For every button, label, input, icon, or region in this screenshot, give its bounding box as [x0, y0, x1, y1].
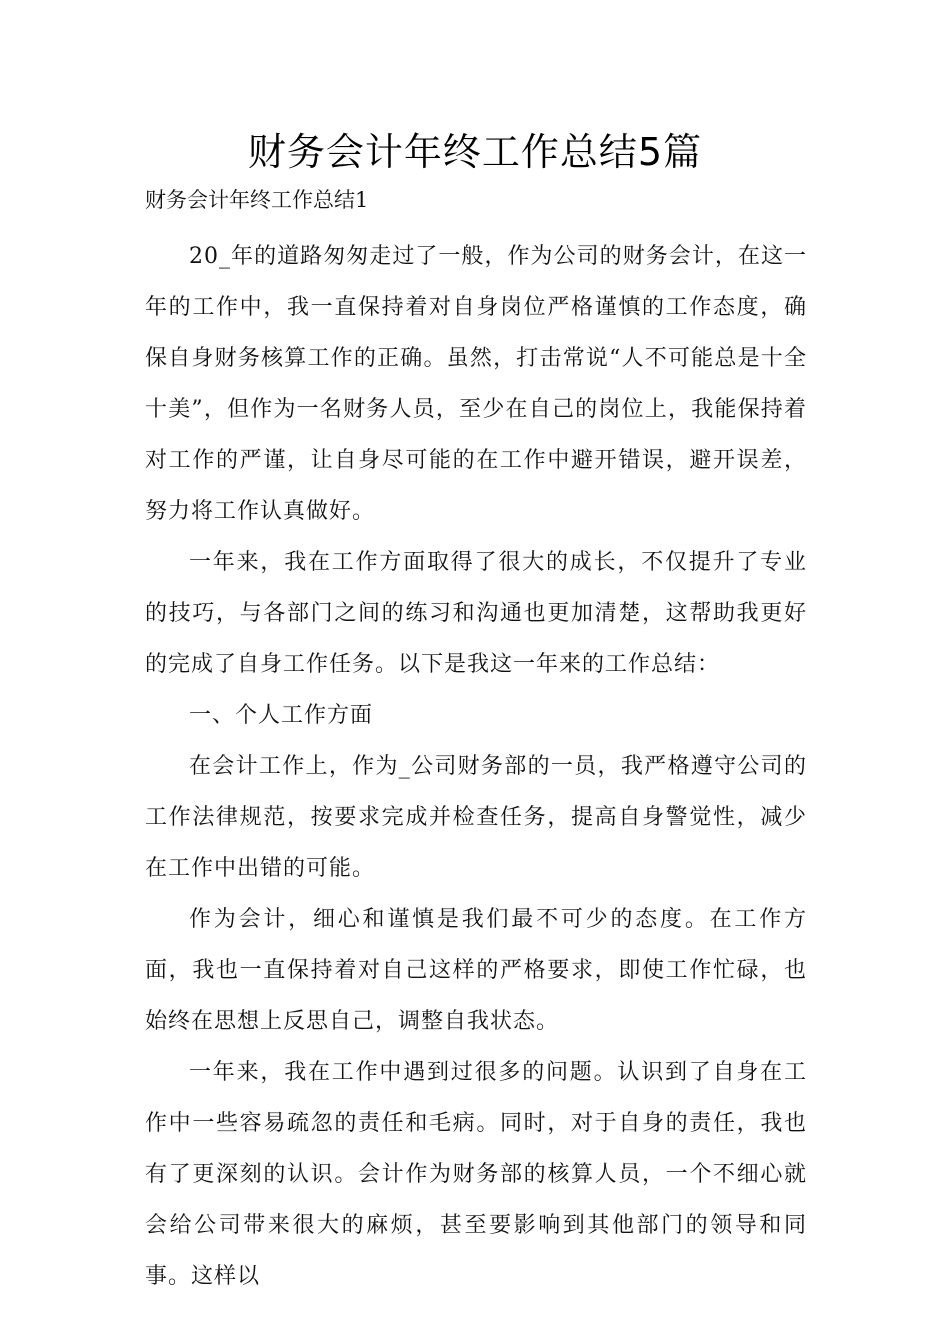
paragraph: 一年来，我在工作中遇到过很多的问题。认识到了自身在工作中一些容易疏忽的责任和毛病。同时，对于自身的责任，我也有了更深刻的认识。会计作为财务部的核算人员，一个不细心就会给公司带来很大的麻烦，甚至要影响到其他部门的领导和同事。这样以	[145, 1060, 807, 1289]
section-heading: 一、个人工作方面	[189, 703, 374, 728]
paragraph: 作为会计，细心和谨慎是我们最不可少的态度。在工作方面，我也一直保持着对自己这样的严格要求，即使工作忙碌，也始终在思想上反思自己，调整自我状态。	[145, 907, 807, 1034]
paragraph: 20_年的道路匆匆走过了一般，作为公司的财务会计，在这一年的工作中，我一直保持着对自身岗位严格谨慎的工作态度，确保自身财务核算工作的正确。虽然，打击常说“人不可能总是十全十美”，但作为一名财务人员，至少在自己的岗位上，我能保持着对工作的严谨，让自身尽可能的在工作中避开错误，避开误差，努力将工作认真做好。	[145, 244, 807, 524]
document-body	[145, 231, 807, 1302]
document-title: 财务会计年终工作总结5篇	[247, 130, 703, 174]
paragraph: 在会计工作上，作为_公司财务部的一员，我严格遵守公司的工作法律规范，按要求完成并检查任务，提高自身警觉性，减少在工作中出错的可能。	[145, 754, 807, 881]
section-subtitle: 财务会计年终工作总结1	[145, 188, 369, 212]
paragraph: 一年来，我在工作方面取得了很大的成长，不仅提升了专业的技巧，与各部门之间的练习和沟通也更加清楚，这帮助我更好的完成了自身工作任务。以下是我这一年来的工作总结：	[145, 550, 807, 677]
